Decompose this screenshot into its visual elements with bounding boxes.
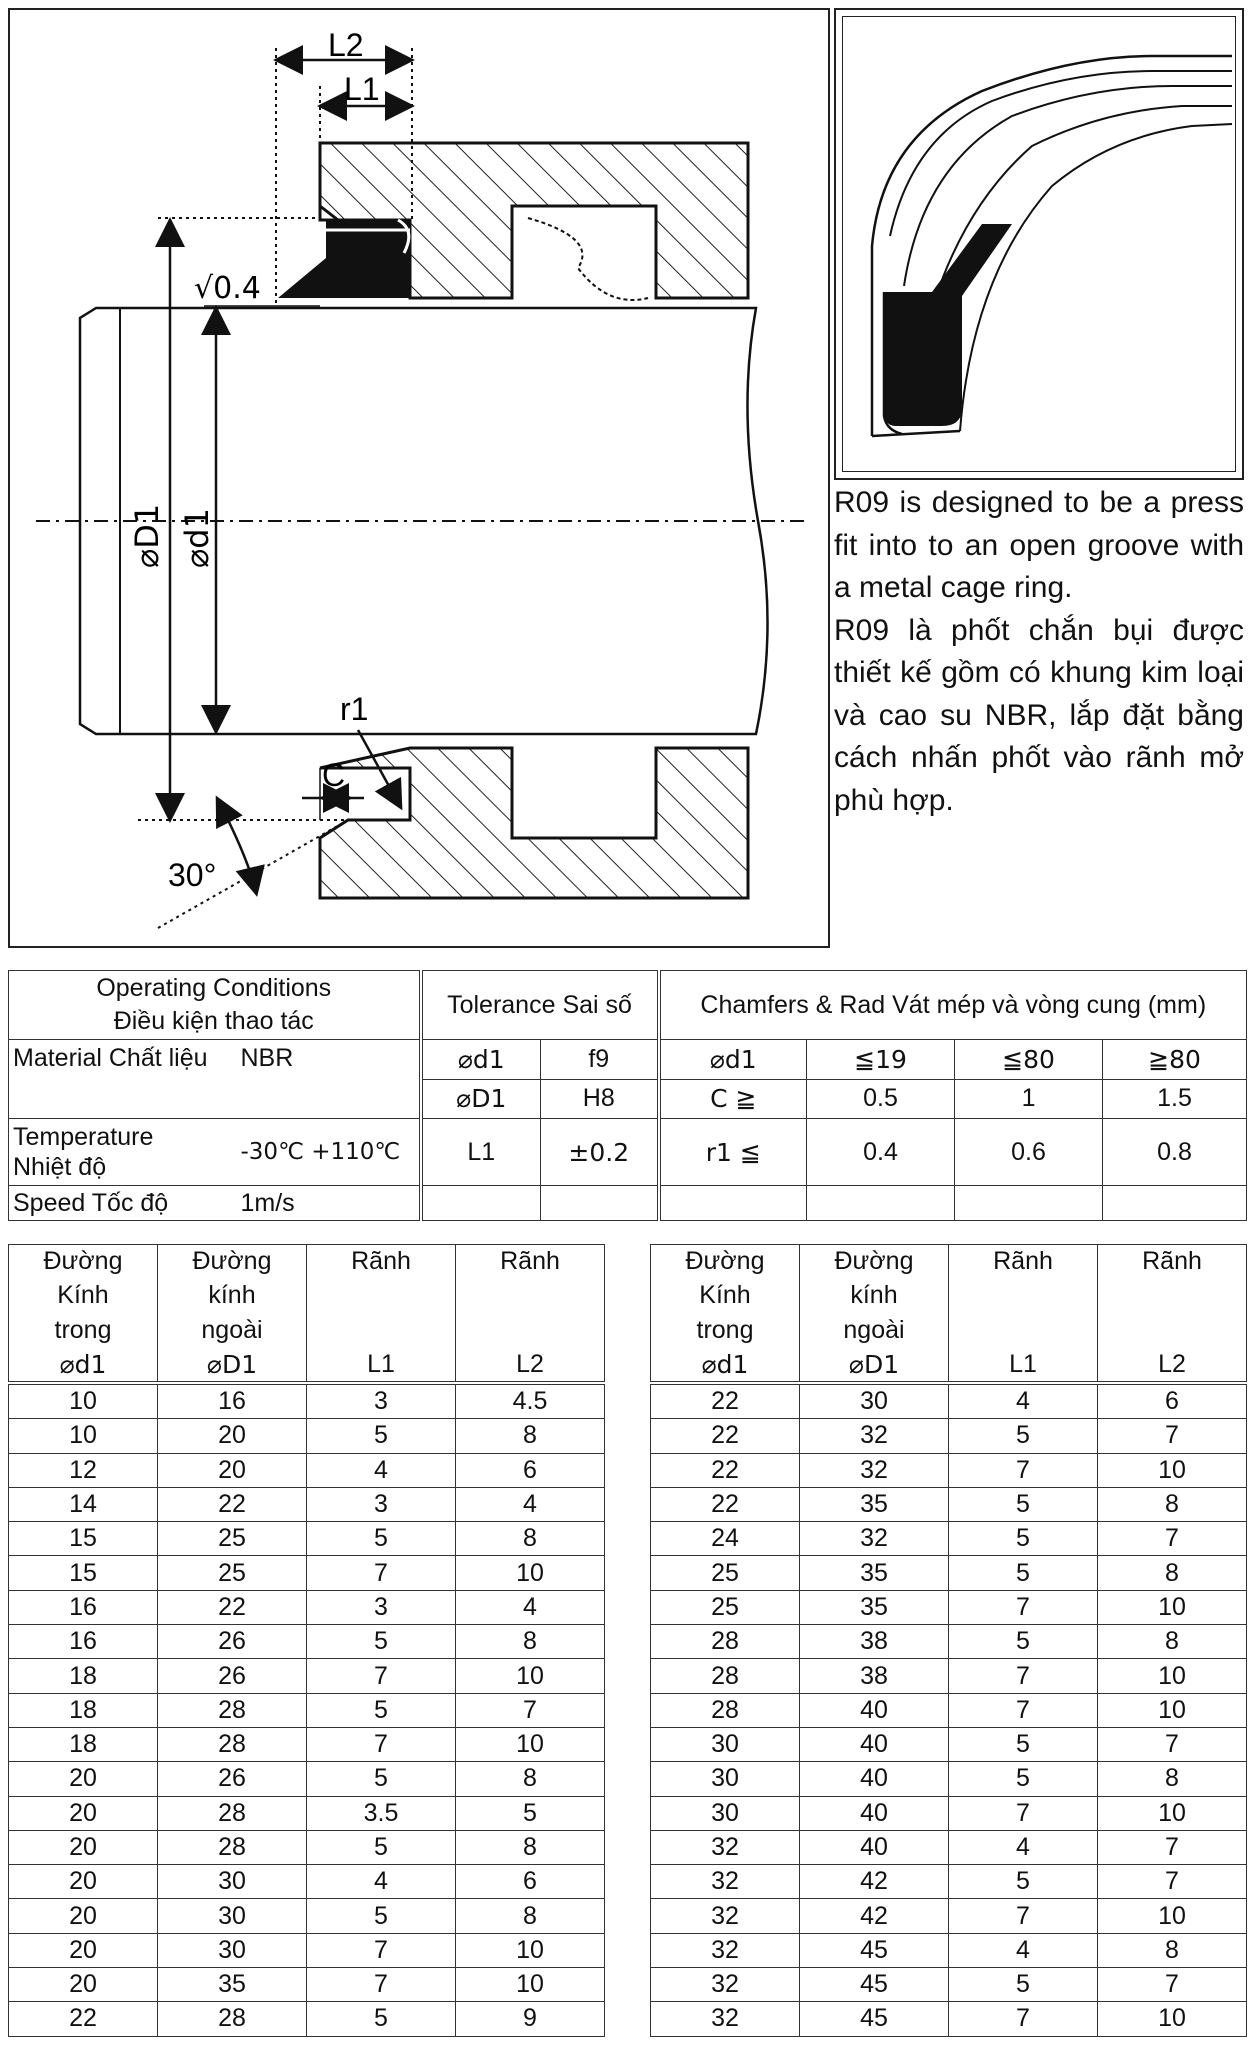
table-cell: 8 [456,1522,605,1556]
description-vietnamese: R09 là phốt chắn bụi được thiết kế gồm có khung kim loại và cao su NBR, lắp đặt bằng cách nhấn phốt vào rãnh mở phù hợp. [834,613,1244,817]
table-cell: 42 [800,1899,949,1933]
table-row [651,1693,1247,1727]
label-D1: ⌀D1 [128,503,166,568]
table-cell: 42 [800,1865,949,1899]
table-cell: 22 [651,1419,800,1453]
header-inner-diameter [651,1245,800,1384]
table-cell: 8 [1098,1556,1247,1590]
product-description [834,482,1244,822]
table-cell: 20 [158,1453,307,1487]
hdr-text: ⌀d1 [59,1349,107,1379]
table-cell: 40 [800,1830,949,1864]
table-cell: 28 [651,1659,800,1693]
table-row [651,1522,1247,1556]
table-cell: 8 [1098,1487,1247,1521]
chamfer-name-1: C ≧ [659,1079,807,1119]
table-cell: 7 [949,1899,1098,1933]
table-row [651,1933,1247,1967]
table-cell: 18 [9,1727,158,1761]
chamfer-c-0: ≧80 [1103,1040,1247,1080]
header-outer-diameter [158,1245,307,1384]
header-groove-L1 [307,1245,456,1384]
table-row [9,1659,605,1693]
table-cell: 25 [651,1590,800,1624]
hdr-text: ngoài [201,1315,263,1344]
hdr-text: Đường [685,1247,765,1275]
seal-cross-section-drawing [8,8,830,948]
tolerance-value-0: f9 [541,1040,659,1080]
chamfer-name-2: r1 ≦ [659,1119,807,1186]
table-cell: 8 [456,1899,605,1933]
table-cell: 10 [456,1933,605,1967]
description-english: R09 is designed to be a press fit into to an open groove with a metal cage ring. [834,486,1244,604]
table-cell: 10 [1098,2002,1247,2036]
table-cell: 30 [651,1796,800,1830]
hdr-text: ⌀D1 [206,1349,258,1379]
table-row [9,1522,605,1556]
table-cell: 15 [9,1522,158,1556]
hdr-text: kính [850,1281,898,1310]
hdr-text: Kính [699,1281,751,1310]
table-cell: 7 [307,1556,456,1590]
table-row [651,1796,1247,1830]
speed-value: 1m/s [237,1186,421,1221]
table-cell: 5 [949,1762,1098,1796]
hdr-text: ⌀d1 [701,1349,749,1379]
temperature-label [9,1119,237,1186]
hdr-text: kính [208,1281,256,1310]
chamfer-a-1: 0.5 [807,1079,955,1119]
table-cell: 10 [9,1419,158,1453]
table-cell: 28 [158,2002,307,2036]
table-cell: 32 [800,1419,949,1453]
table-cell: 5 [949,1865,1098,1899]
table-cell: 5 [456,1796,605,1830]
table-cell: 10 [1098,1453,1247,1487]
table-cell: 7 [1098,1522,1247,1556]
material-label: Material Chất liệu [9,1040,237,1119]
table-cell: 20 [9,1796,158,1830]
seal-3d-illustration [842,16,1236,472]
table-cell: 28 [158,1796,307,1830]
table-row [9,1590,605,1624]
table-cell: 35 [800,1487,949,1521]
table-cell: 16 [9,1590,158,1624]
empty-cell [1103,1186,1247,1221]
table-cell: 6 [456,1453,605,1487]
empty-cell [421,1186,541,1221]
table-cell: 5 [949,1522,1098,1556]
conditions-table [8,970,1247,1221]
table-cell: 22 [158,1590,307,1624]
table-cell: 7 [307,1659,456,1693]
table-cell: 12 [9,1453,158,1487]
table-row [651,1487,1247,1521]
table-cell: 16 [9,1625,158,1659]
table-cell: 5 [307,1830,456,1864]
table-cell: 4 [949,1933,1098,1967]
hdr-text: Rãnh [993,1247,1053,1275]
table-cell: 28 [651,1693,800,1727]
header-groove-L2 [1098,1245,1247,1384]
table-cell: 3.5 [307,1796,456,1830]
empty-cell [807,1186,955,1221]
table-cell: 10 [456,1556,605,1590]
table-row [9,1453,605,1487]
table-cell: 10 [1098,1899,1247,1933]
table-cell: 25 [651,1556,800,1590]
header-groove-L1 [949,1245,1098,1384]
table-row [9,2002,605,2036]
table-cell: 20 [9,1968,158,2002]
hdr-text: Đường [43,1247,123,1275]
table-cell: 7 [1098,1830,1247,1864]
table-row [651,1899,1247,1933]
tolerance-header: Tolerance Sai số [421,971,659,1040]
table-row [9,1968,605,2002]
table-cell: 14 [9,1487,158,1521]
table-cell: 22 [651,1487,800,1521]
table-cell: 4 [307,1453,456,1487]
table-cell: 8 [1098,1625,1247,1659]
table-cell: 15 [9,1556,158,1590]
table-cell: 30 [158,1899,307,1933]
hdr-text: ⌀D1 [848,1349,900,1379]
table-cell: 22 [9,2002,158,2036]
table-cell: 45 [800,1933,949,1967]
table-cell: 20 [9,1899,158,1933]
table-cell: 7 [1098,1968,1247,2002]
hdr-text: L1 [1009,1350,1037,1378]
operating-header-vi: Điều kiện thao tác [113,1007,314,1035]
hdr-text: trong [696,1315,754,1344]
table-cell: 5 [307,1419,456,1453]
table-cell: 8 [1098,1762,1247,1796]
table-cell: 32 [800,1522,949,1556]
tolerance-value-1: H8 [541,1079,659,1119]
tolerance-name-2: L1 [421,1119,541,1186]
table-cell: 7 [1098,1419,1247,1453]
table-cell: 20 [9,1933,158,1967]
table-cell: 7 [949,1659,1098,1693]
table-cell: 7 [307,1968,456,2002]
table-cell: 20 [9,1830,158,1864]
table-cell: 10 [9,1383,158,1419]
table-cell: 5 [949,1556,1098,1590]
table-cell: 28 [158,1830,307,1864]
hdr-text: Rãnh [1142,1247,1202,1275]
table-row [651,1625,1247,1659]
hdr-text: ngoài [843,1315,905,1344]
table-cell: 35 [158,1968,307,2002]
empty-cell [659,1186,807,1221]
temperature-label-en: Temperature [13,1123,154,1151]
table-cell: 30 [158,1865,307,1899]
table-row [9,1693,605,1727]
table-row [9,1830,605,1864]
table-cell: 7 [1098,1865,1247,1899]
table-row [651,1762,1247,1796]
table-cell: 20 [9,1762,158,1796]
hdr-text: L1 [367,1350,395,1378]
table-row [9,1419,605,1453]
table-cell: 32 [800,1453,949,1487]
table-row [651,2002,1247,2036]
table-cell: 10 [456,1727,605,1761]
table-cell: 6 [456,1865,605,1899]
table-cell: 30 [158,1933,307,1967]
table-cell: 4 [456,1590,605,1624]
hdr-text: L2 [516,1350,544,1378]
table-cell: 5 [949,1968,1098,2002]
table-cell: 10 [1098,1693,1247,1727]
table-cell: 45 [800,2002,949,2036]
temperature-value: -30℃ +110℃ [237,1119,421,1186]
table-cell: 8 [456,1625,605,1659]
table-cell: 5 [307,1625,456,1659]
table-cell: 7 [456,1693,605,1727]
table-cell: 7 [949,1796,1098,1830]
table-cell: 18 [9,1693,158,1727]
table-cell: 28 [158,1693,307,1727]
empty-cell [541,1186,659,1221]
chamfer-c-1: 1.5 [1103,1079,1247,1119]
label-r1: r1 [340,691,369,727]
table-cell: 30 [800,1383,949,1419]
table-cell: 26 [158,1659,307,1693]
tolerance-value-2: ±0.2 [541,1119,659,1186]
table-cell: 28 [158,1727,307,1761]
table-cell: 3 [307,1487,456,1521]
table-cell: 24 [651,1522,800,1556]
hdr-text: Rãnh [351,1247,411,1275]
table-cell: 10 [456,1659,605,1693]
table-cell: 26 [158,1762,307,1796]
table-cell: 22 [651,1453,800,1487]
table-cell: 5 [307,2002,456,2036]
table-cell: 3 [307,1383,456,1419]
table-cell: 32 [651,1933,800,1967]
table-row [9,1556,605,1590]
table-cell: 32 [651,1899,800,1933]
table-cell: 38 [800,1625,949,1659]
hdr-text: Kính [57,1281,109,1310]
table-cell: 5 [949,1487,1098,1521]
empty-cell [955,1186,1103,1221]
label-C: C [322,757,346,793]
table-cell: 32 [651,1865,800,1899]
table-cell: 10 [1098,1590,1247,1624]
table-cell: 26 [158,1625,307,1659]
chamfer-header: Chamfers & Rad Vát mép và vòng cung (mm) [659,971,1247,1040]
table-cell: 7 [949,2002,1098,2036]
table-cell: 35 [800,1556,949,1590]
hdr-text: Rãnh [500,1247,560,1275]
label-angle: 30° [168,857,217,893]
dimension-table-right [650,1244,1247,2037]
chamfer-name-0: ⌀d1 [659,1040,807,1080]
table-cell: 35 [800,1590,949,1624]
chamfer-b-1: 1 [955,1079,1103,1119]
table-cell: 4.5 [456,1383,605,1419]
table-row [651,1727,1247,1761]
table-cell: 22 [158,1487,307,1521]
dimension-table-left [8,1244,605,2037]
table-row [9,1727,605,1761]
hdr-text: L2 [1158,1350,1186,1378]
table-cell: 6 [1098,1383,1247,1419]
operating-conditions-header [9,971,421,1040]
hdr-text: trong [54,1315,112,1344]
table-cell: 18 [9,1659,158,1693]
table-cell: 8 [1098,1933,1247,1967]
chamfer-c-2: 0.8 [1103,1119,1247,1186]
table-cell: 8 [456,1830,605,1864]
hdr-text: Đường [192,1247,272,1275]
table-row [651,1419,1247,1453]
table-cell: 32 [651,2002,800,2036]
speed-label: Speed Tốc độ [9,1186,237,1221]
table-cell: 7 [307,1727,456,1761]
table-cell: 25 [158,1522,307,1556]
table-cell: 7 [1098,1727,1247,1761]
table-cell: 5 [307,1522,456,1556]
table-row [651,1556,1247,1590]
table-cell: 30 [651,1762,800,1796]
table-cell: 3 [307,1590,456,1624]
label-roughness: √0.4 [194,271,261,306]
header-inner-diameter [9,1245,158,1384]
table-row [9,1383,605,1419]
table-cell: 4 [307,1865,456,1899]
temperature-label-vi: Nhiệt độ [13,1153,107,1181]
table-row [651,1830,1247,1864]
header-outer-diameter [800,1245,949,1384]
table-row [9,1796,605,1830]
label-L2: L2 [328,27,364,63]
chamfer-a-2: 0.4 [807,1119,955,1186]
table-cell: 8 [456,1419,605,1453]
table-cell: 7 [949,1453,1098,1487]
table-cell: 40 [800,1727,949,1761]
table-row [651,1865,1247,1899]
label-L1: L1 [344,71,380,107]
table-cell: 5 [307,1693,456,1727]
table-cell: 38 [800,1659,949,1693]
table-cell: 10 [1098,1796,1247,1830]
table-cell: 4 [949,1383,1098,1419]
hdr-text: Đường [834,1247,914,1275]
chamfer-b-2: 0.6 [955,1119,1103,1186]
table-cell: 4 [949,1830,1098,1864]
table-cell: 9 [456,2002,605,2036]
table-cell: 8 [456,1762,605,1796]
label-d1: ⌀d1 [178,508,216,568]
table-cell: 45 [800,1968,949,2002]
material-value: NBR [237,1040,421,1119]
operating-header-en: Operating Conditions [96,974,332,1002]
table-row [9,1899,605,1933]
table-cell: 5 [949,1419,1098,1453]
table-cell: 32 [651,1968,800,2002]
table-row [651,1968,1247,2002]
seal-lip [278,220,410,298]
table-row [651,1590,1247,1624]
table-cell: 10 [456,1968,605,2002]
table-row [9,1487,605,1521]
table-cell: 40 [800,1796,949,1830]
table-cell: 4 [456,1487,605,1521]
table-cell: 20 [9,1865,158,1899]
table-cell: 30 [651,1727,800,1761]
table-row [9,1933,605,1967]
table-cell: 5 [307,1762,456,1796]
table-cell: 7 [307,1933,456,1967]
table-cell: 20 [158,1419,307,1453]
tolerance-name-0: ⌀d1 [421,1040,541,1080]
table-cell: 25 [158,1556,307,1590]
table-row [651,1453,1247,1487]
chamfer-a-0: ≦19 [807,1040,955,1080]
tolerance-name-1: ⌀D1 [421,1079,541,1119]
table-cell: 7 [949,1590,1098,1624]
table-cell: 10 [1098,1659,1247,1693]
table-cell: 5 [949,1727,1098,1761]
table-cell: 28 [651,1625,800,1659]
chamfer-b-0: ≦80 [955,1040,1103,1080]
header-groove-L2 [456,1245,605,1384]
table-cell: 7 [949,1693,1098,1727]
table-cell: 40 [800,1762,949,1796]
table-cell: 32 [651,1830,800,1864]
table-cell: 5 [949,1625,1098,1659]
table-cell: 5 [307,1899,456,1933]
table-row [651,1383,1247,1419]
table-row [651,1659,1247,1693]
table-row [9,1762,605,1796]
table-row [9,1865,605,1899]
table-cell: 40 [800,1693,949,1727]
table-row [9,1625,605,1659]
table-cell: 22 [651,1383,800,1419]
lower-housing [320,748,748,898]
table-cell: 16 [158,1383,307,1419]
